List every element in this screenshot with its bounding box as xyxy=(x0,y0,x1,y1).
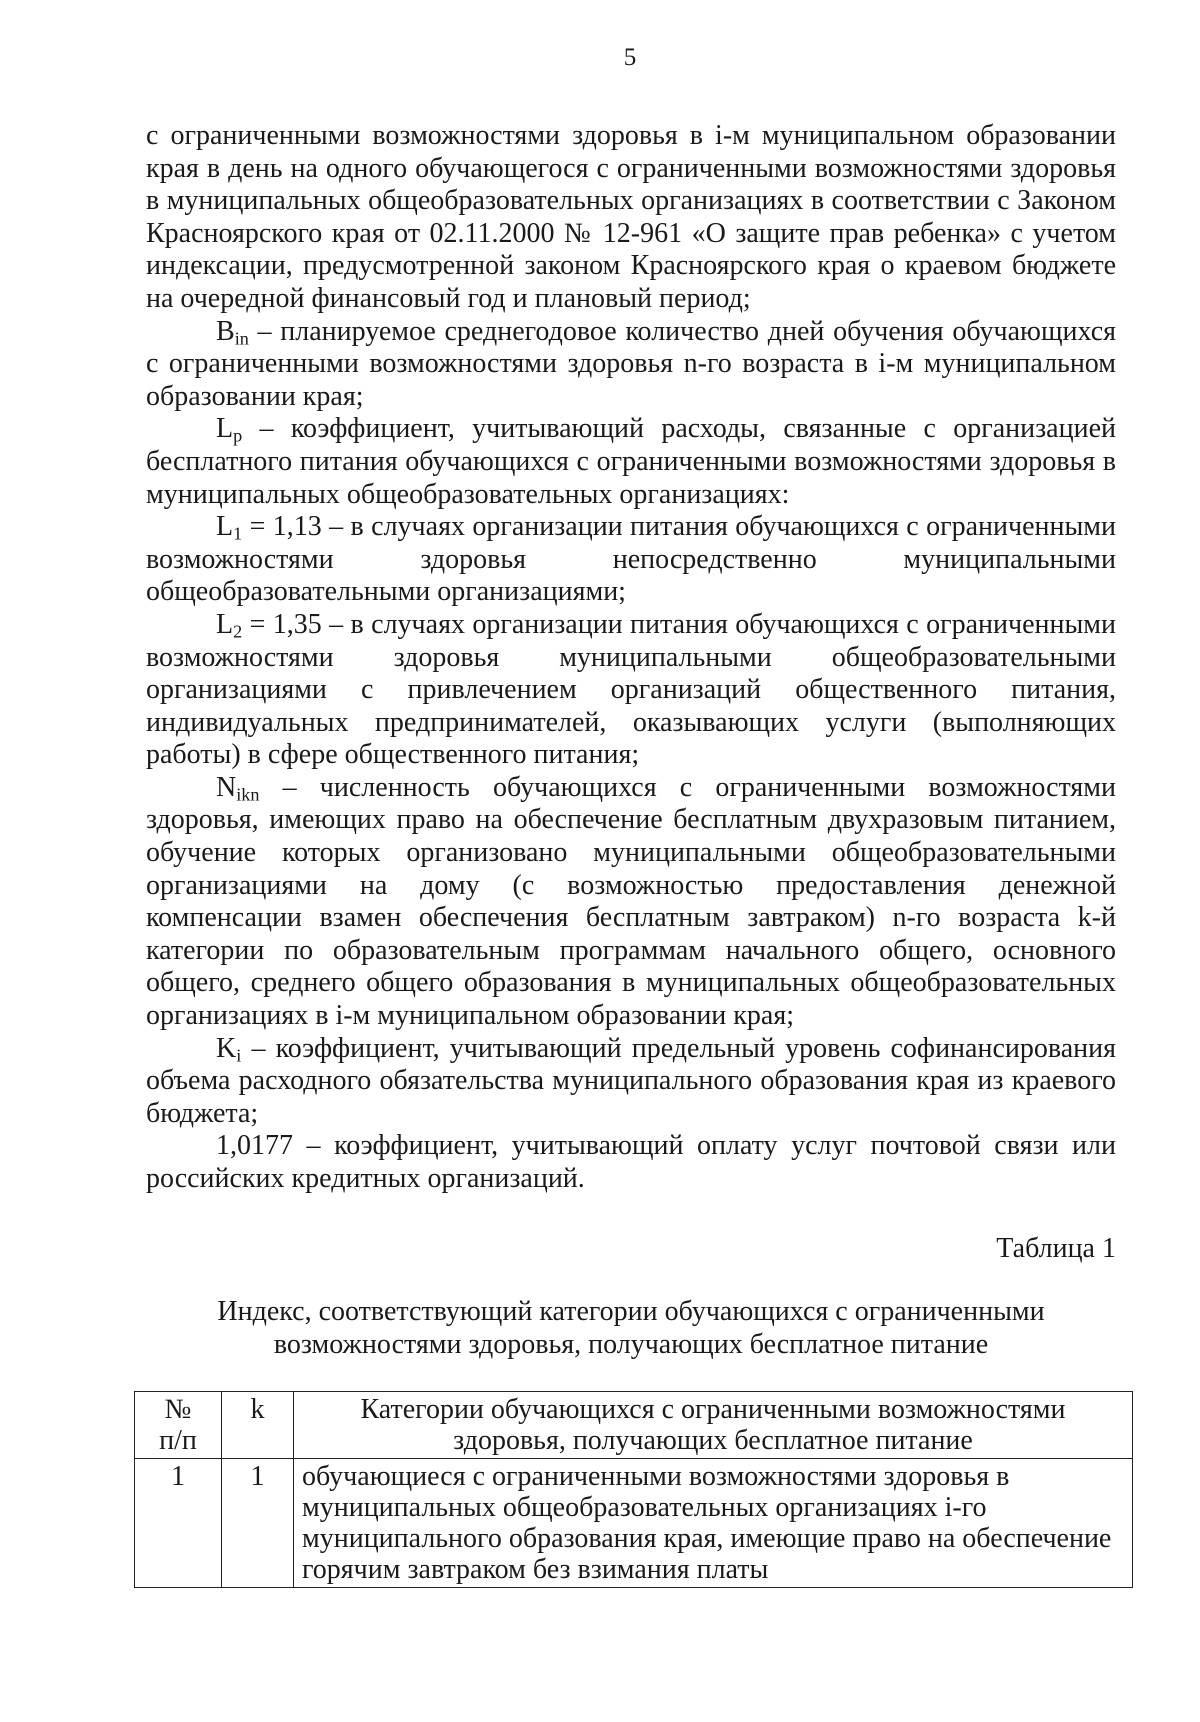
header-category: Категории обучающихся с ограниченными возможностями здоровья, получающих бесплатное питание xyxy=(294,1392,1133,1459)
table-title xyxy=(146,1295,1116,1361)
table-label: Таблица 1 xyxy=(996,1232,1116,1264)
paragraph-text: – коэффициент, учитывающий предельный уровень софинансирования объема расходного обязательства муниципального образования края из краевого бюджета; xyxy=(146,1032,1116,1129)
table-header-row xyxy=(135,1392,1133,1459)
paragraph-b-in xyxy=(146,316,1116,414)
paragraph-l-p xyxy=(146,413,1116,511)
table-row xyxy=(135,1459,1133,1588)
paragraph-text: – численность обучающихся с ограниченными возможностями здоровья, имеющих право на обеспечение бесплатным двухразовым питанием, обучение которых организовано муниципальными общеобразовательными организациями на дому (с возможностью предоставления денежной компенсации взамен обеспечения бесплатным завтраком) n-го возраста k-й категории по образовательным программам начального общего, основного общего, среднего общего образования в муниципальных общеобразовательных организациях в i-м муниципальном образовании края; xyxy=(146,771,1116,1032)
variable-n-ikn: $N_{ikn}$ xyxy=(216,771,260,805)
cell-category: обучающиеся с ограниченными возможностями здоровья в муниципальных общеобразовательных организациях i-го муниципального образования края, имеющие право на обеспечение горячим завтраком без взимания платы xyxy=(294,1459,1133,1588)
paragraph-coefficient: 1,0177 – коэффициент, учитывающий оплату услуг почтовой связи или российских кредитных организаций. xyxy=(146,1130,1116,1194)
cell-k: 1 xyxy=(222,1459,294,1588)
paragraph-l-1 xyxy=(146,511,1116,609)
paragraph-text: – коэффициент, учитывающий расходы, связанные с организацией бесплатного питания обучающихся с ограниченными возможностями здоровья в муниципальных общеобразовательных организациях: xyxy=(146,413,1116,510)
table-title-line-1: Индекс, соответствующий категории обучающихся с ограниченными xyxy=(217,1296,1045,1328)
paragraph-k-i xyxy=(146,1033,1116,1131)
cell-number: 1 xyxy=(135,1459,222,1588)
paragraph-text: – планируемое среднегодовое количество дней обучения обучающихся с ограниченными возможностями здоровья n-го возраста в i-м муниципальном образовании края; xyxy=(146,315,1116,412)
table-title-line-2: возможностями здоровья, получающих бесплатное питание xyxy=(273,1329,989,1361)
paragraph-text: = 1,35 – в случаях организации питания обучающихся с ограниченными возможностями здоровья муниципальными общеобразовательными организациями с привлечением организаций общественного питания, индивидуальных предпринимателей, оказывающих услуги (выполняющих работы) в сфере общественного питания; xyxy=(146,608,1116,771)
paragraph-continuation: с ограниченными возможностями здоровья в i-м муниципальном образовании края в день на одного обучающегося с ограниченными возможностями здоровья в муниципальных общеобразовательных организациях в соответствии с Законом Красноярского края от 02.11.2000 № 12-961 «О защите прав ребенка» с учетом индексации, предусмотренной законом Красноярского края о краевом бюджете на очередной финансовый год и плановый период; xyxy=(146,120,1116,314)
paragraph-n-ikn xyxy=(146,772,1116,1033)
paragraph-text: = 1,13 – в случаях организации питания обучающихся с ограниченными возможностями здоровья непосредственно муниципальными общеобразовательными организациями; xyxy=(146,511,1116,608)
paragraph-l-2 xyxy=(146,609,1116,772)
header-number: № п/п xyxy=(135,1392,222,1459)
document-body xyxy=(146,120,1116,1588)
variable-l-p: $L_p$ xyxy=(216,413,243,446)
variable-b-in: $B_{in}$ xyxy=(216,315,249,349)
category-table xyxy=(134,1391,1133,1588)
header-k: k xyxy=(222,1392,294,1459)
variable-k-i: $K_i$ xyxy=(216,1032,242,1066)
variable-l-2: $L_2$ xyxy=(216,608,243,642)
variable-l-1: $L_1$ xyxy=(216,511,243,544)
page-number: 5 xyxy=(623,44,637,71)
